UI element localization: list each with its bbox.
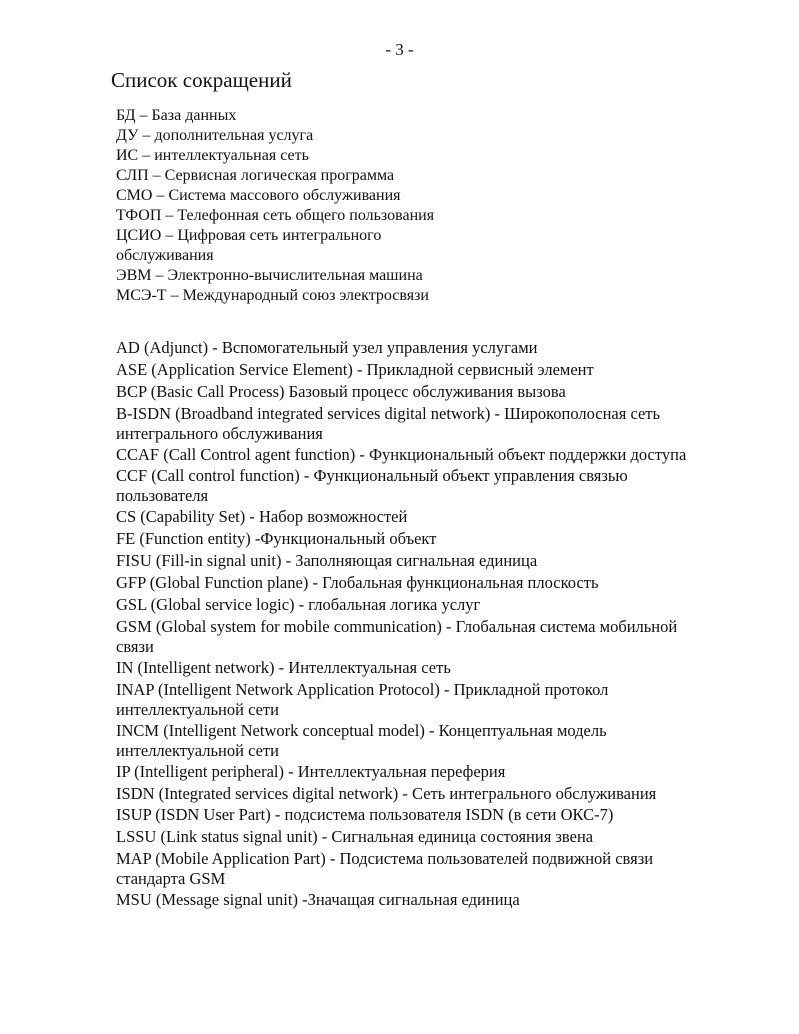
list-item: ИС – интеллектуальная сеть <box>116 147 309 164</box>
list-item: AD (Adjunct) - Вспомогательный узел управления услугами <box>116 338 538 357</box>
list-item: ISDN (Integrated services digital network) - Сеть интегрального обслуживания <box>116 784 657 803</box>
list-item: LSSU (Link status signal unit) - Сигнальная единица состояния звена <box>116 827 594 846</box>
list-item: MSU (Message signal unit) -Значащая сигнальная единица <box>116 890 520 909</box>
list-item: BCP (Basic Call Process) Базовый процесс обслуживания вызова <box>116 382 566 401</box>
list-item: FISU (Fill-in signal unit) - Заполняющая сигнальная единица <box>116 551 538 570</box>
list-item: ЭВМ – Электронно-вычислительная машина <box>116 267 423 284</box>
list-item: ЦСИО – Цифровая сеть интегрального <box>116 227 382 244</box>
list-item: CCF (Call control function) - Функциональный объект управления связью пользователя <box>116 466 628 505</box>
list-item: ASE (Application Service Element) - Прикладной сервисный элемент <box>116 360 594 379</box>
english-abbreviation-list <box>116 338 696 912</box>
list-item: GFP (Global Function plane) - Глобальная функциональная плоскость <box>116 573 599 592</box>
list-item: CS (Capability Set) - Набор возможностей <box>116 507 408 526</box>
list-item: обслуживания <box>116 247 214 264</box>
list-item: ТФОП – Телефонная сеть общего пользования <box>116 207 435 224</box>
list-item: GSM (Global system for mobile communication) - Глобальная система мобильной связи <box>116 617 678 656</box>
list-item: IP (Intelligent peripheral) - Интеллектуальная переферия <box>116 762 506 781</box>
list-item: СМО – Система массового обслуживания <box>116 187 401 204</box>
list-item: ДУ – дополнительная услуга <box>116 127 314 144</box>
list-item: МСЭ-Т – Международный союз электросвязи <box>116 287 429 304</box>
list-item: MAP (Mobile Application Part) - Подсистема пользователей подвижной связи стандарта GSM <box>116 849 654 888</box>
russian-abbreviation-list <box>116 106 696 306</box>
list-item: INAP (Intelligent Network Application Protocol) - Прикладной протокол интеллектуальной сети <box>116 680 609 719</box>
list-item: ISUP (ISDN User Part) - подсистема пользователя ISDN (в сети ОКС-7) <box>116 805 614 824</box>
list-item: CCAF (Call Control agent function) - Функциональный объект поддержки доступа <box>116 445 687 464</box>
list-item: БД – База данных <box>116 107 237 124</box>
page-title: Список сокращений <box>111 68 292 92</box>
list-item: IN (Intelligent network) - Интеллектуальная сеть <box>116 658 451 677</box>
list-item: INCM (Intelligent Network conceptual model) - Концептуальная модель интеллектуальной сети <box>116 721 607 760</box>
list-item: СЛП – Сервисная логическая программа <box>116 167 395 184</box>
list-item: GSL (Global service logic) - глобальная логика услуг <box>116 595 481 614</box>
page-number: - 3 - <box>385 40 414 59</box>
list-item: FE (Function entity) -Функциональный объект <box>116 529 437 548</box>
list-item: B-ISDN (Broadband integrated services digital network) - Широкополосная сеть интегрального обслуживания <box>116 404 661 443</box>
